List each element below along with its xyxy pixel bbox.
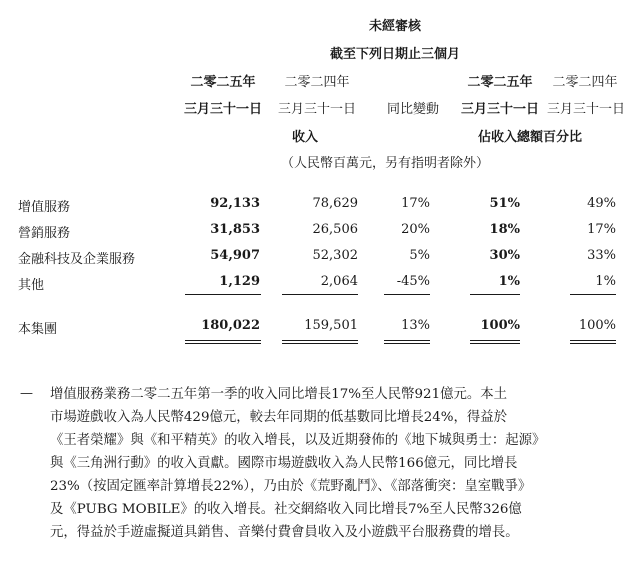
row-rev-2025: 31,853 xyxy=(210,222,260,237)
paragraph-line: 23%（按固定匯率計算增長22%），乃由於《荒野亂鬥》、《部落衝突：皇室戰爭》 xyxy=(50,479,532,494)
row-label: 其他 xyxy=(18,278,45,293)
row-rev-2025: 54,907 xyxy=(210,248,260,263)
row-pct-2025: 18% xyxy=(489,222,520,237)
col-2024-date: 三月三十一日 xyxy=(277,102,356,117)
row-pct-2025: 1% xyxy=(498,274,520,289)
pct-total-header: 佔收入總額百分比 xyxy=(477,130,582,145)
row-rev-2024: 52,302 xyxy=(312,248,358,263)
paragraph-line: 《王者榮耀》與《和平精英》的收入增長，以及近期發佈的《地下城與勇士：起源》 xyxy=(50,433,546,448)
paragraph-line: 及《PUBG MOBILE》的收入增長。社交網絡收入同比增長7%至人民幣326億 xyxy=(50,502,522,517)
total-pct-2025: 100% xyxy=(480,318,520,333)
bullet-dash: — xyxy=(20,386,33,401)
row-rev-2024: 2,064 xyxy=(320,274,358,289)
unit-note: （人民幣百萬元，另有指明者除外） xyxy=(280,156,489,171)
col-2025-date: 三月三十一日 xyxy=(183,102,262,117)
row-pct-2024: 17% xyxy=(587,222,616,237)
pct-2025-date: 三月三十一日 xyxy=(460,102,539,117)
revenue-header: 收入 xyxy=(291,130,318,145)
row-rev-2025: 1,129 xyxy=(219,274,260,289)
row-yoy: -45% xyxy=(396,274,430,289)
col-2024-year: 二零二四年 xyxy=(284,75,350,90)
period-label: 截至下列日期止三個月 xyxy=(329,47,460,62)
row-rev-2025: 92,133 xyxy=(210,196,260,211)
row-yoy: 5% xyxy=(409,248,430,263)
paragraph-line: 增值服務業務二零二五年第一季的收入同比增長17%至人民幣921億元。本土 xyxy=(50,387,508,402)
row-pct-2025: 51% xyxy=(489,196,520,211)
paragraph-line: 元，得益於手遊虛擬道具銷售、音樂付費會員收入及小遊戲平台服務費的增長。 xyxy=(50,525,519,540)
row-pct-2024: 33% xyxy=(587,248,616,263)
row-label: 金融科技及企業服務 xyxy=(18,252,136,267)
total-pct-2024: 100% xyxy=(578,318,616,333)
unaudited-label: 未經審核 xyxy=(368,19,421,34)
row-rev-2024: 78,629 xyxy=(312,196,358,211)
commentary-paragraph xyxy=(50,383,618,544)
pct-2025-year: 二零二五年 xyxy=(467,75,533,90)
total-label: 本集團 xyxy=(18,322,58,337)
total-yoy: 13% xyxy=(401,318,430,333)
col-2025-year: 二零二五年 xyxy=(190,75,256,90)
total-rev-2024: 159,501 xyxy=(304,318,358,333)
row-yoy: 17% xyxy=(401,196,430,211)
pct-2024-year: 二零二四年 xyxy=(552,75,618,90)
row-pct-2025: 30% xyxy=(489,248,520,263)
total-rev-2025: 180,022 xyxy=(201,318,260,333)
row-yoy: 20% xyxy=(401,222,430,237)
row-rev-2024: 26,506 xyxy=(312,222,358,237)
paragraph-line: 市場遊戲收入為人民幣429億元，較去年同期的低基數同比增長24%，得益於 xyxy=(50,410,508,425)
pct-2024-date: 三月三十一日 xyxy=(546,102,625,117)
yoy-header: 同比變動 xyxy=(386,102,439,117)
row-label: 營銷服務 xyxy=(18,226,71,241)
row-pct-2024: 1% xyxy=(595,274,616,289)
row-pct-2024: 49% xyxy=(587,196,616,211)
paragraph-line: 與《三角洲行動》的收入貢獻。國際市場遊戲收入為人民幣166億元，同比增長 xyxy=(50,456,518,471)
row-label: 增值服務 xyxy=(18,200,71,215)
